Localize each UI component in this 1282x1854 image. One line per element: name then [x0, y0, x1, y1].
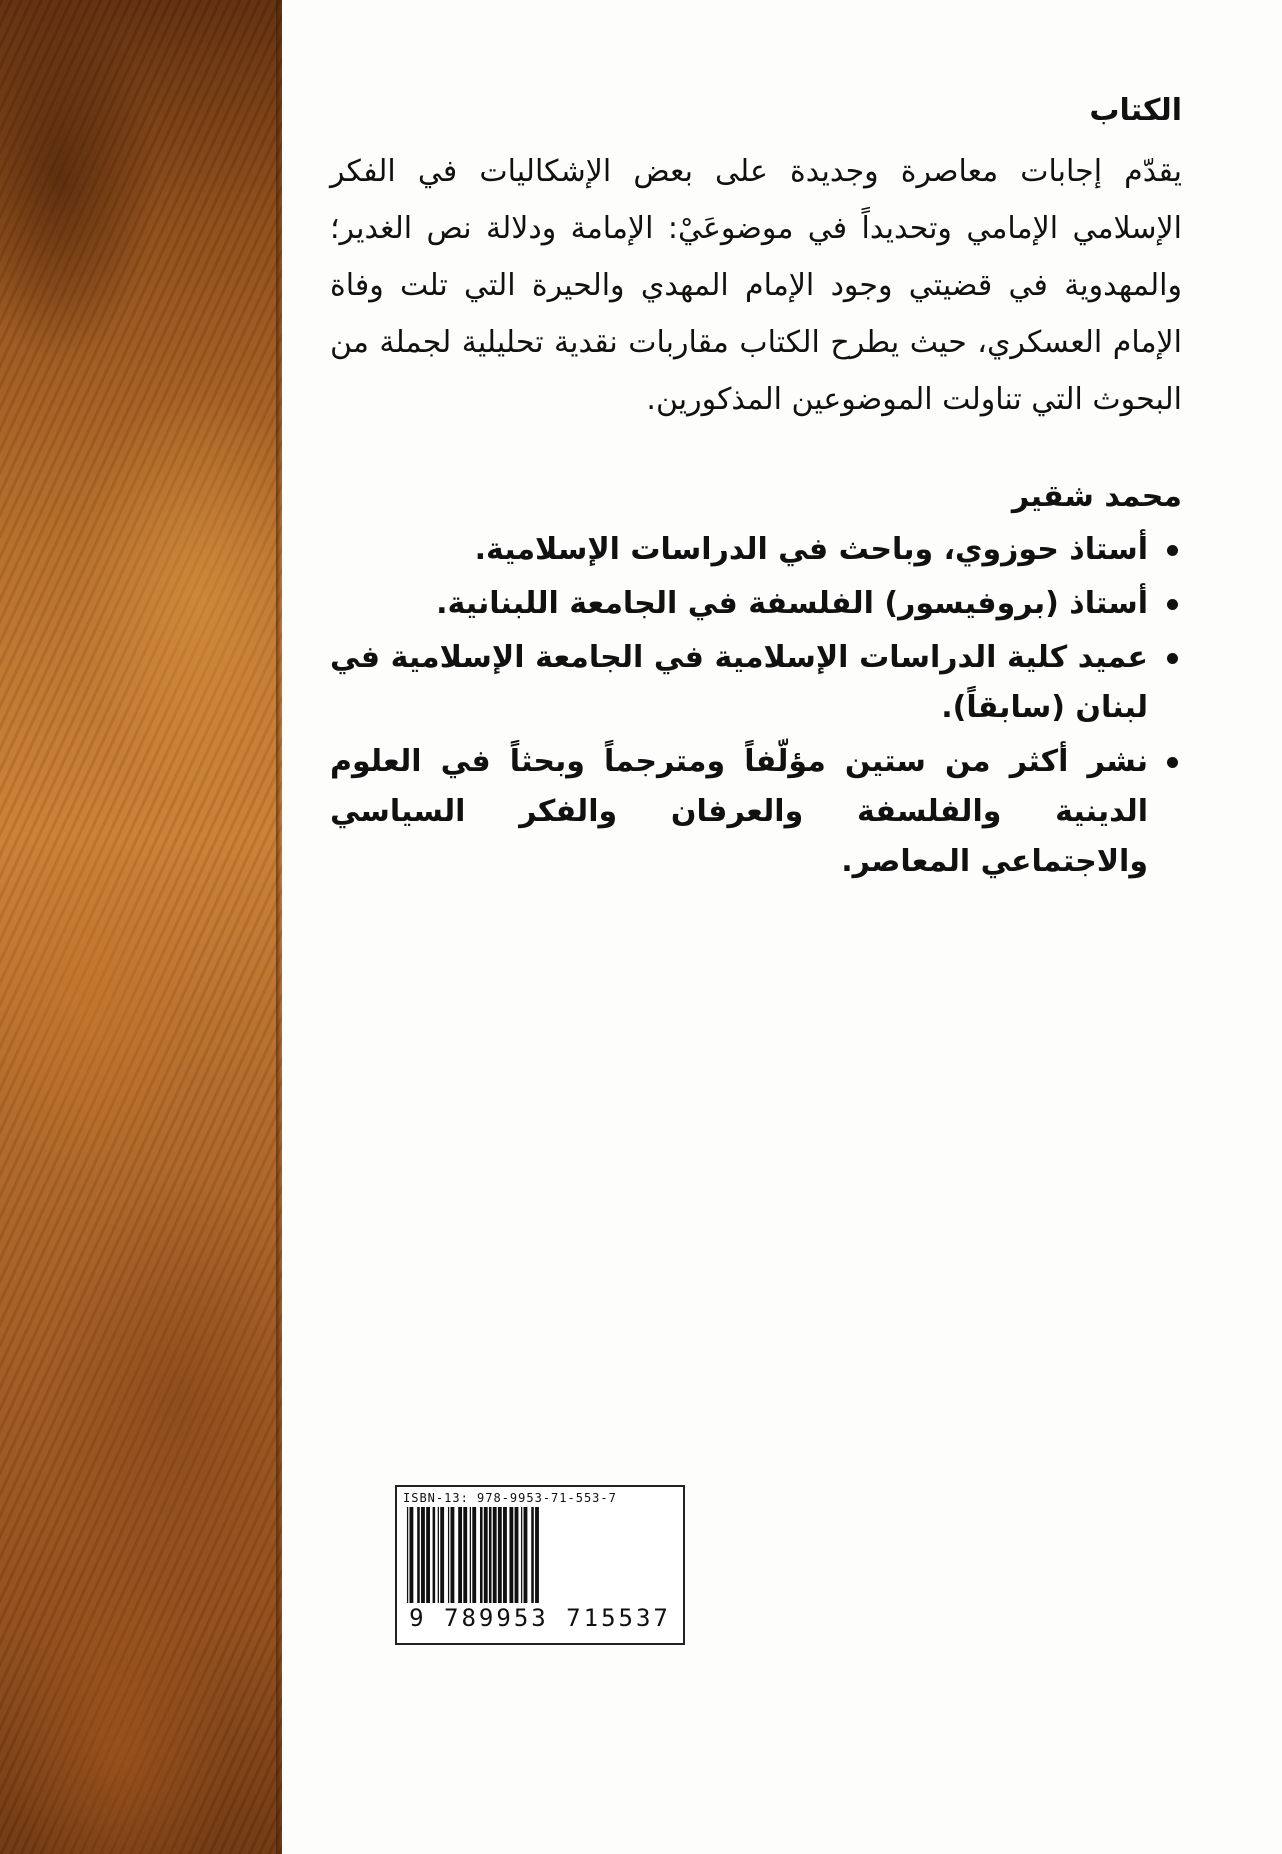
barcode-bar	[489, 1507, 492, 1603]
barcode	[395, 1485, 685, 1645]
bio-item	[330, 579, 1182, 629]
bullet-icon	[1167, 653, 1178, 664]
barcode-bar	[440, 1507, 444, 1603]
strip-shadow-edge	[276, 0, 282, 1854]
barcode-bar	[535, 1507, 539, 1603]
bio-item-text: نشر أكثر من ستين مؤلّفاً ومترجماً وبحثاً في العلوم الدينية والفلسفة والعرفان والفكر السياسي والاجتماعي المعاصر.	[330, 744, 1148, 879]
barcode-bar	[463, 1507, 467, 1603]
barcode-bar	[417, 1507, 420, 1603]
barcode-bar	[407, 1507, 408, 1603]
barcode-bar	[498, 1507, 502, 1603]
barcode-bar	[484, 1507, 488, 1603]
isbn-label: ISBN-13: 978-9953-71-553-7	[403, 1491, 617, 1505]
author-name: محمد شقير	[1011, 479, 1182, 514]
isbn-digits: 9 789953 715537	[409, 1604, 671, 1632]
decorative-wood-strip	[0, 0, 282, 1854]
barcode-bar	[493, 1507, 497, 1603]
barcode-bar	[451, 1507, 455, 1603]
barcode-bar	[480, 1507, 483, 1603]
cover-text	[330, 88, 1182, 891]
barcode-bar	[426, 1507, 430, 1603]
barcode-bar	[410, 1507, 414, 1603]
barcode-bar	[515, 1507, 519, 1603]
barcode-bar	[448, 1507, 449, 1603]
bio-item-text: أستاذ (بروفيسور) الفلسفة في الجامعة اللبنانية.	[436, 586, 1148, 621]
bio-item	[330, 633, 1182, 733]
bullet-icon	[1167, 757, 1178, 768]
barcode-bar	[509, 1507, 513, 1603]
barcode-bar	[433, 1507, 436, 1603]
barcode-bar	[531, 1507, 534, 1603]
bio-item-text: أستاذ حوزوي، وباحث في الدراسات الإسلامية.	[474, 532, 1148, 567]
barcode-bar	[438, 1507, 439, 1603]
bio-item-text: عميد كلية الدراسات الإسلامية في الجامعة الإسلامية في لبنان (سابقاً).	[330, 640, 1148, 725]
barcode-bar	[421, 1507, 425, 1603]
barcode-bar	[524, 1507, 528, 1603]
book-description: يقدّم إجابات معاصرة وجديدة على بعض الإشكاليات في الفكر الإسلامي الإمامي وتحديداً في موضوعَيْ: الإمامة ودلالة نص الغدير؛ والمهدوية في قضيتي وجود الإمام المهدي والحيرة التي تلت وفاة الإمام العسكري، حيث يطرح الكتاب مقاربات نقدية تحليلية لجملة من البحوث التي تناولت الموضوعين المذكورين.	[330, 154, 1182, 417]
barcode-bar	[470, 1507, 471, 1603]
barcode-bar	[472, 1507, 476, 1603]
barcode-bars	[403, 1507, 677, 1603]
book-heading: الكتاب	[1089, 93, 1182, 128]
barcode-bar	[503, 1507, 507, 1603]
barcode-bar	[458, 1507, 462, 1603]
author-bio-list	[330, 525, 1182, 887]
bio-item	[330, 737, 1182, 887]
bio-item	[330, 525, 1182, 575]
bullet-icon	[1167, 599, 1178, 610]
barcode-bar	[521, 1507, 522, 1603]
bullet-icon	[1167, 545, 1178, 556]
